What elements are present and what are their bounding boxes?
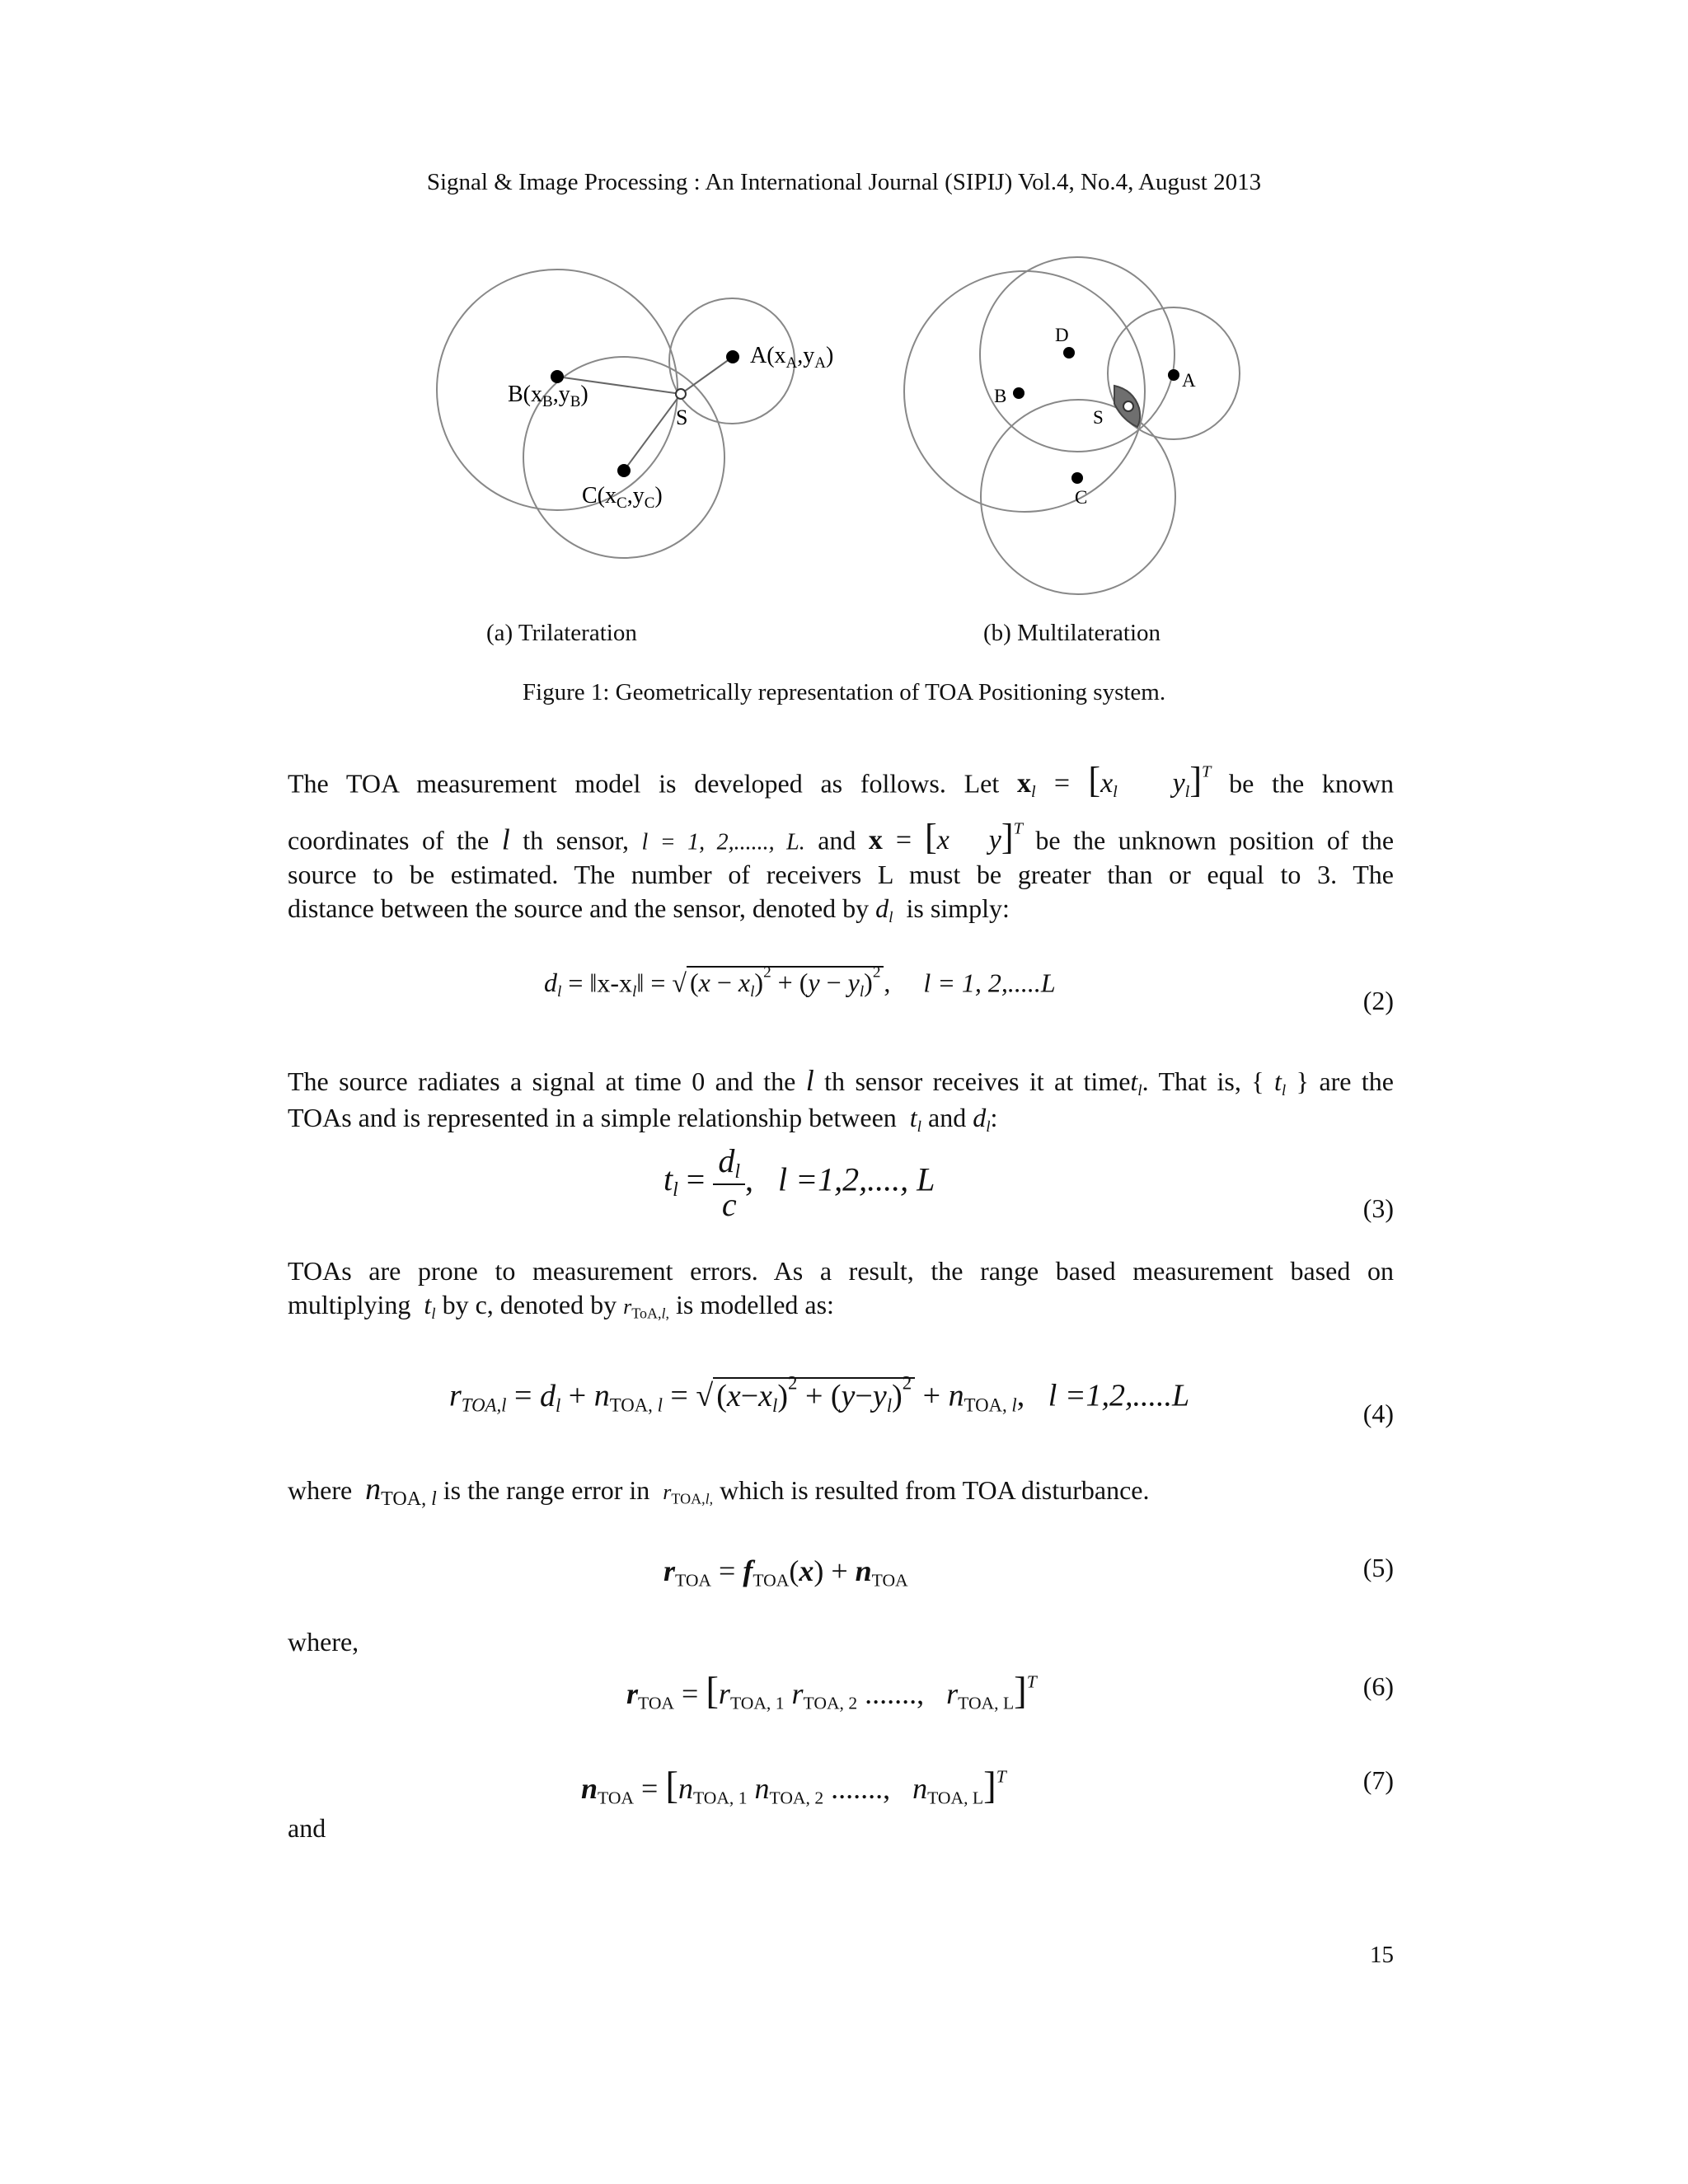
figure-1-diagrams: [0, 239, 1688, 618]
and-label: and: [288, 1813, 326, 1843]
p4-line: where $n_{TOA, l}$ is the range error in $r_{TOA,l,}$ which is resulted from TOA disturbance.: [288, 1472, 1150, 1511]
ml-point-a: [1168, 369, 1179, 381]
ml-point-c: [1071, 472, 1083, 484]
figure-caption: Figure 1: Geometrically representation of TOA Positioning system.: [522, 679, 1166, 705]
equation-6-number: (6): [1362, 1671, 1394, 1701]
point-a: [726, 350, 739, 363]
equation-2: $d_l$ = $‖x-x_l‖$ = √ $(x - x_l)^2 + (y - y_l)^2$ , l = 1, 2,.....L: [544, 964, 1056, 1001]
caption-b: (b) Multilateration: [983, 620, 1161, 646]
p1-line3: source to be estimated. The number of receivers L must be greater than or equal to 3. The: [288, 860, 1394, 889]
equation-7: $n_{TOA} = [n_{TOA, 1}$ $n_{TOA, 2}$ ......., $n_{TOA, L}]^T$: [581, 1765, 1006, 1808]
p1-line2: coordinates of the l th sensor, l = 1, 2,......, L. and x = [x y]$^T$ be the unknown position of the: [288, 817, 1395, 858]
ml-label-a: A: [1182, 370, 1196, 391]
ml-point-b: [1013, 387, 1025, 399]
p1-line1: The TOA measurement model is developed as follows. Let $x_l = [x_l$ $y_l]^T$ be the known: [288, 760, 1395, 802]
p2-line2: TOAs and is represented in a simple relationship between $t_l$ and $d_l$:: [288, 1103, 998, 1136]
ml-point-d: [1063, 347, 1075, 359]
ml-circle-b: [904, 271, 1145, 512]
equation-3: $t_l$ = $\frac{d_l}{c}$ , l =1,2,...., L: [663, 1142, 935, 1224]
ml-label-s: S: [1093, 407, 1104, 428]
point-c: [617, 464, 631, 477]
journal-header: Signal & Image Processing : An International Journal (SIPIJ) Vol.4, No.4, August 2013: [426, 169, 1262, 195]
ml-label-d: D: [1055, 325, 1069, 345]
p1-line4: distance between the source and the sensor, denoted by $d_l$ is simply:: [288, 893, 1010, 926]
equation-2-number: (2): [1362, 986, 1394, 1015]
equation-4-number: (4): [1362, 1399, 1394, 1428]
where-label: where,: [288, 1627, 359, 1657]
label-a: $A(x_A,y_A)$: [750, 343, 834, 372]
equation-5: $r_{TOA} = f_{TOA}(x) + n_{TOA}$: [663, 1554, 908, 1591]
caption-a: (a) Trilateration: [486, 620, 637, 646]
label-b: $B(x_B,y_B)$: [508, 382, 588, 410]
ml-point-s: [1123, 401, 1133, 411]
ml-label-b: B: [994, 386, 1007, 406]
label-c: $C(x_C,y_C)$: [582, 483, 663, 512]
ml-circle-d: [980, 257, 1175, 452]
p2-line1: The source radiates a signal at time 0 and the l th sensor receives it at timet$_l$. That is, { $t_l$ } are the: [288, 1064, 1394, 1099]
p3-line2: multiplying $t_l$ by c, denoted by $r_{ToA,l,}$ is modelled as:: [288, 1290, 834, 1323]
p3-line1: TOAs are prone to measurement errors. As a result, the range based measurement based on: [288, 1256, 1394, 1286]
equation-4: $r_{TOA,l} = d_l + n_{TOA, l}$ = √ $(x-x_l)^2 + (y-y_l)^2 + n_{TOA, l}$, l =1,2,.....L: [449, 1372, 1190, 1416]
ml-label-c: C: [1075, 487, 1088, 508]
equation-5-number: (5): [1362, 1553, 1394, 1582]
page-number: 15: [1370, 1942, 1394, 1968]
point-s: [676, 389, 686, 399]
equation-7-number: (7): [1362, 1765, 1394, 1795]
label-s: S: [676, 405, 688, 429]
equation-6: $r_{TOA} = [r_{TOA, 1}$ $r_{TOA, 2}$ ......., $r_{TOA, L}]^T$: [626, 1670, 1037, 1713]
equation-3-number: (3): [1362, 1193, 1394, 1223]
